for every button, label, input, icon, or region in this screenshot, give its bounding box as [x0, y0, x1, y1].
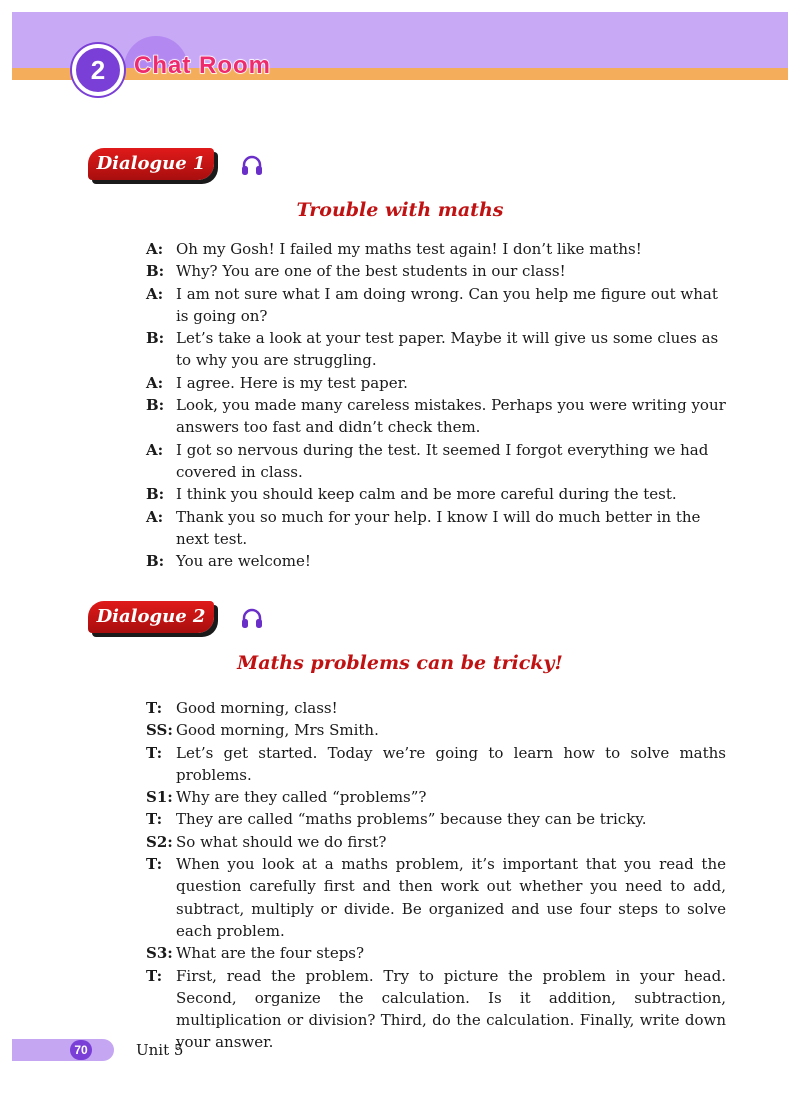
- dialogue-line: [146, 506, 726, 551]
- utterance: What are the four steps?: [176, 944, 365, 963]
- speaker-label: S3:: [146, 944, 173, 963]
- speaker-label: T:: [146, 699, 163, 717]
- utterance: Why are they called “problems”?: [176, 788, 427, 807]
- utterance: You are welcome!: [176, 552, 311, 571]
- section-number: 2: [90, 55, 106, 85]
- utterance: Look, you made many careless mistakes. Perhaps you were writing your answers too fast and didn’t check them.: [176, 396, 726, 437]
- dialogue-line: [146, 238, 726, 260]
- speaker-label: A:: [146, 507, 164, 526]
- footer-bar: [12, 1039, 114, 1061]
- dialogue-1-title: Trouble with maths: [296, 199, 504, 221]
- dialogue-1-tag: Dialogue 1: [88, 148, 214, 180]
- speaker-label: S1:: [146, 788, 173, 807]
- utterance: Let’s get started. Today we’re going to learn how to solve maths problems.: [176, 743, 726, 784]
- speaker-label: T:: [146, 966, 163, 985]
- utterance: Let’s take a look at your test paper. Maybe it will give us some clues as to why you are struggling.: [176, 329, 719, 370]
- dialogue-line: [146, 697, 726, 719]
- speaker-label: T:: [146, 810, 163, 829]
- dialogue-line: [146, 394, 726, 439]
- dialogue-line: [146, 439, 726, 484]
- header-accent-line: [12, 68, 788, 80]
- dialogue-1-lines: [146, 238, 726, 572]
- speaker-label: A:: [146, 373, 164, 392]
- utterance: I think you should keep calm and be more careful during the test.: [176, 485, 677, 504]
- dialogue-line: [146, 372, 726, 394]
- speaker-label: B:: [146, 262, 165, 281]
- speaker-label: B:: [146, 396, 165, 415]
- speaker-label: A:: [146, 284, 164, 303]
- speaker-label: A:: [146, 440, 164, 459]
- utterance: Good morning, class!: [176, 699, 338, 717]
- dialogue-line: [146, 786, 726, 808]
- dialogue-line: [146, 550, 726, 572]
- unit-label: Unit 5: [136, 1041, 184, 1059]
- dialogue-line: [146, 742, 726, 787]
- speaker-label: B:: [146, 485, 165, 504]
- dialogue-2-tag: Dialogue 2: [88, 601, 214, 633]
- speaker-label: SS:: [146, 721, 173, 740]
- dialogue-line: [146, 327, 726, 372]
- dialogue-line: [146, 808, 726, 830]
- speaker-label: S2:: [146, 832, 173, 851]
- utterance: So what should we do first?: [176, 832, 387, 851]
- utterance: Oh my Gosh! I failed my maths test again! I don’t like maths!: [176, 240, 642, 258]
- dialogue-line: [146, 719, 726, 741]
- speaker-label: B:: [146, 552, 165, 571]
- utterance: Why? You are one of the best students in our class!: [176, 262, 566, 281]
- utterance: First, read the problem. Try to picture the problem in your head. Second, organize the calculation. Is it addition, subtraction, multiplication or division? Third, do the calculation. Finally, write down your answer.: [176, 966, 726, 1052]
- dialogue-2-lines: [146, 697, 726, 1054]
- utterance: I got so nervous during the test. It seemed I forgot everything we had covered in class.: [176, 440, 709, 481]
- speaker-label: A:: [146, 240, 164, 258]
- headphones-icon[interactable]: [240, 154, 264, 176]
- utterance: Thank you so much for your help. I know I will do much better in the next test.: [176, 507, 701, 548]
- speaker-label: T:: [146, 855, 163, 874]
- utterance: They are called “maths problems” because they can be tricky.: [176, 810, 647, 829]
- dialogue-line: [146, 260, 726, 282]
- dialogue-line: [146, 283, 726, 328]
- dialogue-2-title: Maths problems can be tricky!: [237, 652, 563, 674]
- page-number: 70: [70, 1040, 92, 1060]
- dialogue-line: [146, 853, 726, 942]
- dialogue-line: [146, 965, 726, 1054]
- section-number-badge: [72, 44, 124, 96]
- speaker-label: T:: [146, 743, 163, 762]
- speaker-label: B:: [146, 329, 165, 348]
- dialogue-line: [146, 942, 726, 964]
- utterance: When you look at a maths problem, it’s important that you read the question carefully first and then work out whether you need to add, subtract, multiply or divide. Be organized and use four steps to solve each problem.: [176, 855, 726, 940]
- section-title: Chat Room: [134, 52, 271, 79]
- utterance: I agree. Here is my test paper.: [176, 373, 408, 392]
- dialogue-line: [146, 483, 726, 505]
- dialogue-line: [146, 831, 726, 853]
- utterance: Good morning, Mrs Smith.: [176, 721, 379, 740]
- utterance: I am not sure what I am doing wrong. Can you help me figure out what is going on?: [176, 284, 718, 325]
- headphones-icon[interactable]: [240, 607, 264, 629]
